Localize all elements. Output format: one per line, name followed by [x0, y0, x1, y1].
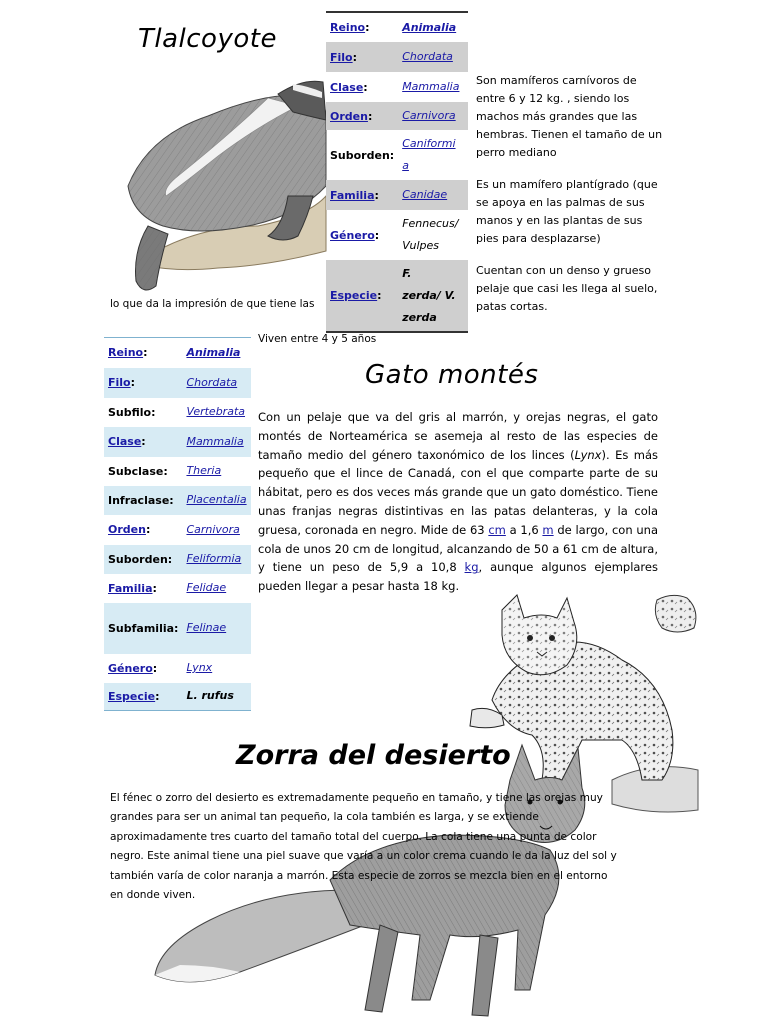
taxonomy-rank[interactable]: Filo: — [326, 42, 398, 72]
taxonomy-row — [104, 654, 251, 683]
taxonomy-row — [104, 338, 251, 368]
taxonomy-row — [104, 486, 251, 515]
m-link[interactable]: m — [542, 522, 554, 537]
tlalcoyote-note-size: Son mamíferos carnívoros de entre 6 y 12 kg. , siendo los machos más grandes que las hembras. Tienen el tamaño de un perro mediano — [476, 74, 663, 159]
taxonomy-row — [326, 42, 468, 72]
gato-title: Gato montés — [365, 360, 539, 390]
zorra-line: también varía de color naranja a marrón. Esta especie de zorros se mezcla bien en el entorno — [110, 869, 608, 882]
taxonomy-value: Fennecus/ Vulpes — [402, 217, 459, 252]
taxonomy-rank[interactable]: Especie: — [104, 683, 182, 711]
taxonomy-value[interactable]: Mammalia — [182, 427, 250, 457]
taxonomy-row — [326, 210, 468, 260]
taxonomy-row — [326, 72, 468, 102]
gato-taxonomy-table — [104, 337, 251, 711]
taxonomy-rank[interactable]: Género: — [330, 228, 380, 242]
taxonomy-row — [104, 545, 251, 574]
taxonomy-value[interactable]: Vertebrata — [186, 405, 246, 418]
taxonomy-rank: Infraclase: — [104, 486, 182, 515]
taxonomy-value[interactable]: Felidae — [186, 581, 227, 594]
taxonomy-rank: Subclase: — [108, 464, 168, 478]
taxonomy-rank[interactable]: Familia: — [108, 581, 157, 595]
taxonomy-row — [104, 457, 251, 486]
taxonomy-value[interactable]: Carnivora — [398, 102, 468, 130]
kg-link[interactable]: kg — [464, 560, 479, 575]
taxonomy-rank: Suborden: — [104, 545, 182, 574]
taxonomy-value[interactable]: Mammalia — [402, 80, 460, 93]
taxonomy-rank[interactable]: Reino: — [108, 346, 148, 360]
taxonomy-rank: Subfilo: — [108, 405, 156, 419]
taxonomy-value[interactable]: Animalia — [186, 345, 241, 359]
taxonomy-rank[interactable]: Orden: — [108, 523, 151, 536]
taxonomy-row — [104, 683, 251, 711]
taxonomy-row — [326, 180, 468, 210]
taxonomy-row — [104, 398, 251, 427]
taxonomy-row — [104, 603, 251, 654]
zorra-line: El fénec o zorro del desierto es extremadamente pequeño en tamaño, y tiene las orejas muy — [110, 792, 603, 804]
badger-illustration — [108, 76, 328, 298]
taxonomy-rank[interactable]: Género: — [108, 661, 158, 675]
zorra-title: Zorra del desierto — [236, 740, 511, 771]
tlalcoyote-caption: lo que da la impresión de que tiene las — [110, 298, 315, 310]
taxonomy-row — [326, 12, 468, 42]
taxonomy-row — [104, 368, 251, 398]
taxonomy-value[interactable]: Lynx — [186, 661, 213, 674]
taxonomy-value[interactable]: Caniformi a — [402, 137, 456, 172]
taxonomy-row — [104, 515, 251, 545]
taxonomy-value[interactable]: Carnivora — [186, 522, 240, 536]
taxonomy-value[interactable]: Chordata — [398, 42, 468, 72]
taxonomy-value[interactable]: Theria — [186, 464, 222, 477]
tlalcoyote-note-fur: Cuentan con un denso y grueso pelaje que casi les llega al suelo, patas cortas. — [476, 264, 658, 313]
taxonomy-value[interactable]: Canidae — [398, 180, 468, 210]
taxonomy-rank[interactable]: Reino: — [330, 21, 370, 34]
cm-link[interactable]: cm — [488, 522, 506, 537]
taxonomy-rank[interactable]: Especie: — [326, 260, 398, 332]
tlalcoyote-lifespan: Viven entre 4 y 5 años — [258, 333, 377, 345]
taxonomy-value[interactable]: Animalia — [402, 20, 457, 34]
zorra-line: aproximadamente tres cuarto del tamaño total del cuerpo. La cola tiene una punta de color — [110, 830, 597, 843]
taxonomy-row — [104, 427, 251, 457]
taxonomy-rank: Subfamilia: — [104, 603, 182, 654]
taxonomy-rank[interactable]: Clase: — [104, 427, 182, 457]
taxonomy-rank[interactable]: Filo: — [104, 368, 182, 398]
taxonomy-value[interactable]: Chordata — [182, 368, 250, 398]
tlalcoyote-title: Tlalcoyote — [138, 24, 277, 54]
taxonomy-row — [326, 260, 468, 332]
gato-description: Con un pelaje que va del gris al marrón, y orejas negras, el gato montés de Norteamérica se asemeja al resto de las especies de tamaño medio del género taxonómico de los linces (Lynx). Es más pequeño que el lince de Canadá, con el que comparte parte de su hábitat, pero es dos veces más grande que un gato doméstico. Tiene unas franjas negras distintivas en las patas delanteras, y la cola gruesa, coronada en negro. Mide de 63 cm a 1,6 m de largo, con una cola de unos 20 cm de longitud, alcanzando de 50 a 61 cm de altura, y tiene un peso de 5,9 a 10,8 kg, aunque algunos ejemplares pueden llegar a pesar hasta 18 kg. — [258, 410, 659, 594]
tlalcoyote-taxonomy-table — [326, 11, 468, 333]
zorra-line: en donde viven. — [110, 889, 196, 902]
taxonomy-rank[interactable]: Familia: — [326, 180, 398, 210]
zorra-line: grandes para ser un animal tan pequeño, la cola también es larga, y se extiende — [110, 811, 539, 824]
taxonomy-value[interactable]: Placentalia — [182, 486, 250, 515]
zorra-description — [110, 789, 670, 905]
taxonomy-row — [326, 130, 468, 180]
taxonomy-value[interactable]: Felinae — [182, 603, 250, 654]
taxonomy-row — [326, 102, 468, 130]
taxonomy-rank[interactable]: Orden: — [326, 102, 398, 130]
taxonomy-rank: Suborden: — [330, 148, 395, 162]
taxonomy-value: F. zerda/ V. zerda — [398, 260, 468, 332]
taxonomy-rank[interactable]: Clase: — [330, 80, 368, 94]
taxonomy-value[interactable]: Feliformia — [182, 545, 250, 574]
taxonomy-row — [104, 574, 251, 603]
tlalcoyote-note-plantigrade: Es un mamífero plantígrado (que se apoya en las palmas de sus manos y en las plantas de sus pies para desplazarse) — [476, 178, 658, 245]
zorra-line: negro. Este animal tiene una piel suave que varía a un color crema cuando le da la luz del sol y — [110, 850, 617, 863]
taxonomy-value: L. rufus — [182, 683, 250, 711]
